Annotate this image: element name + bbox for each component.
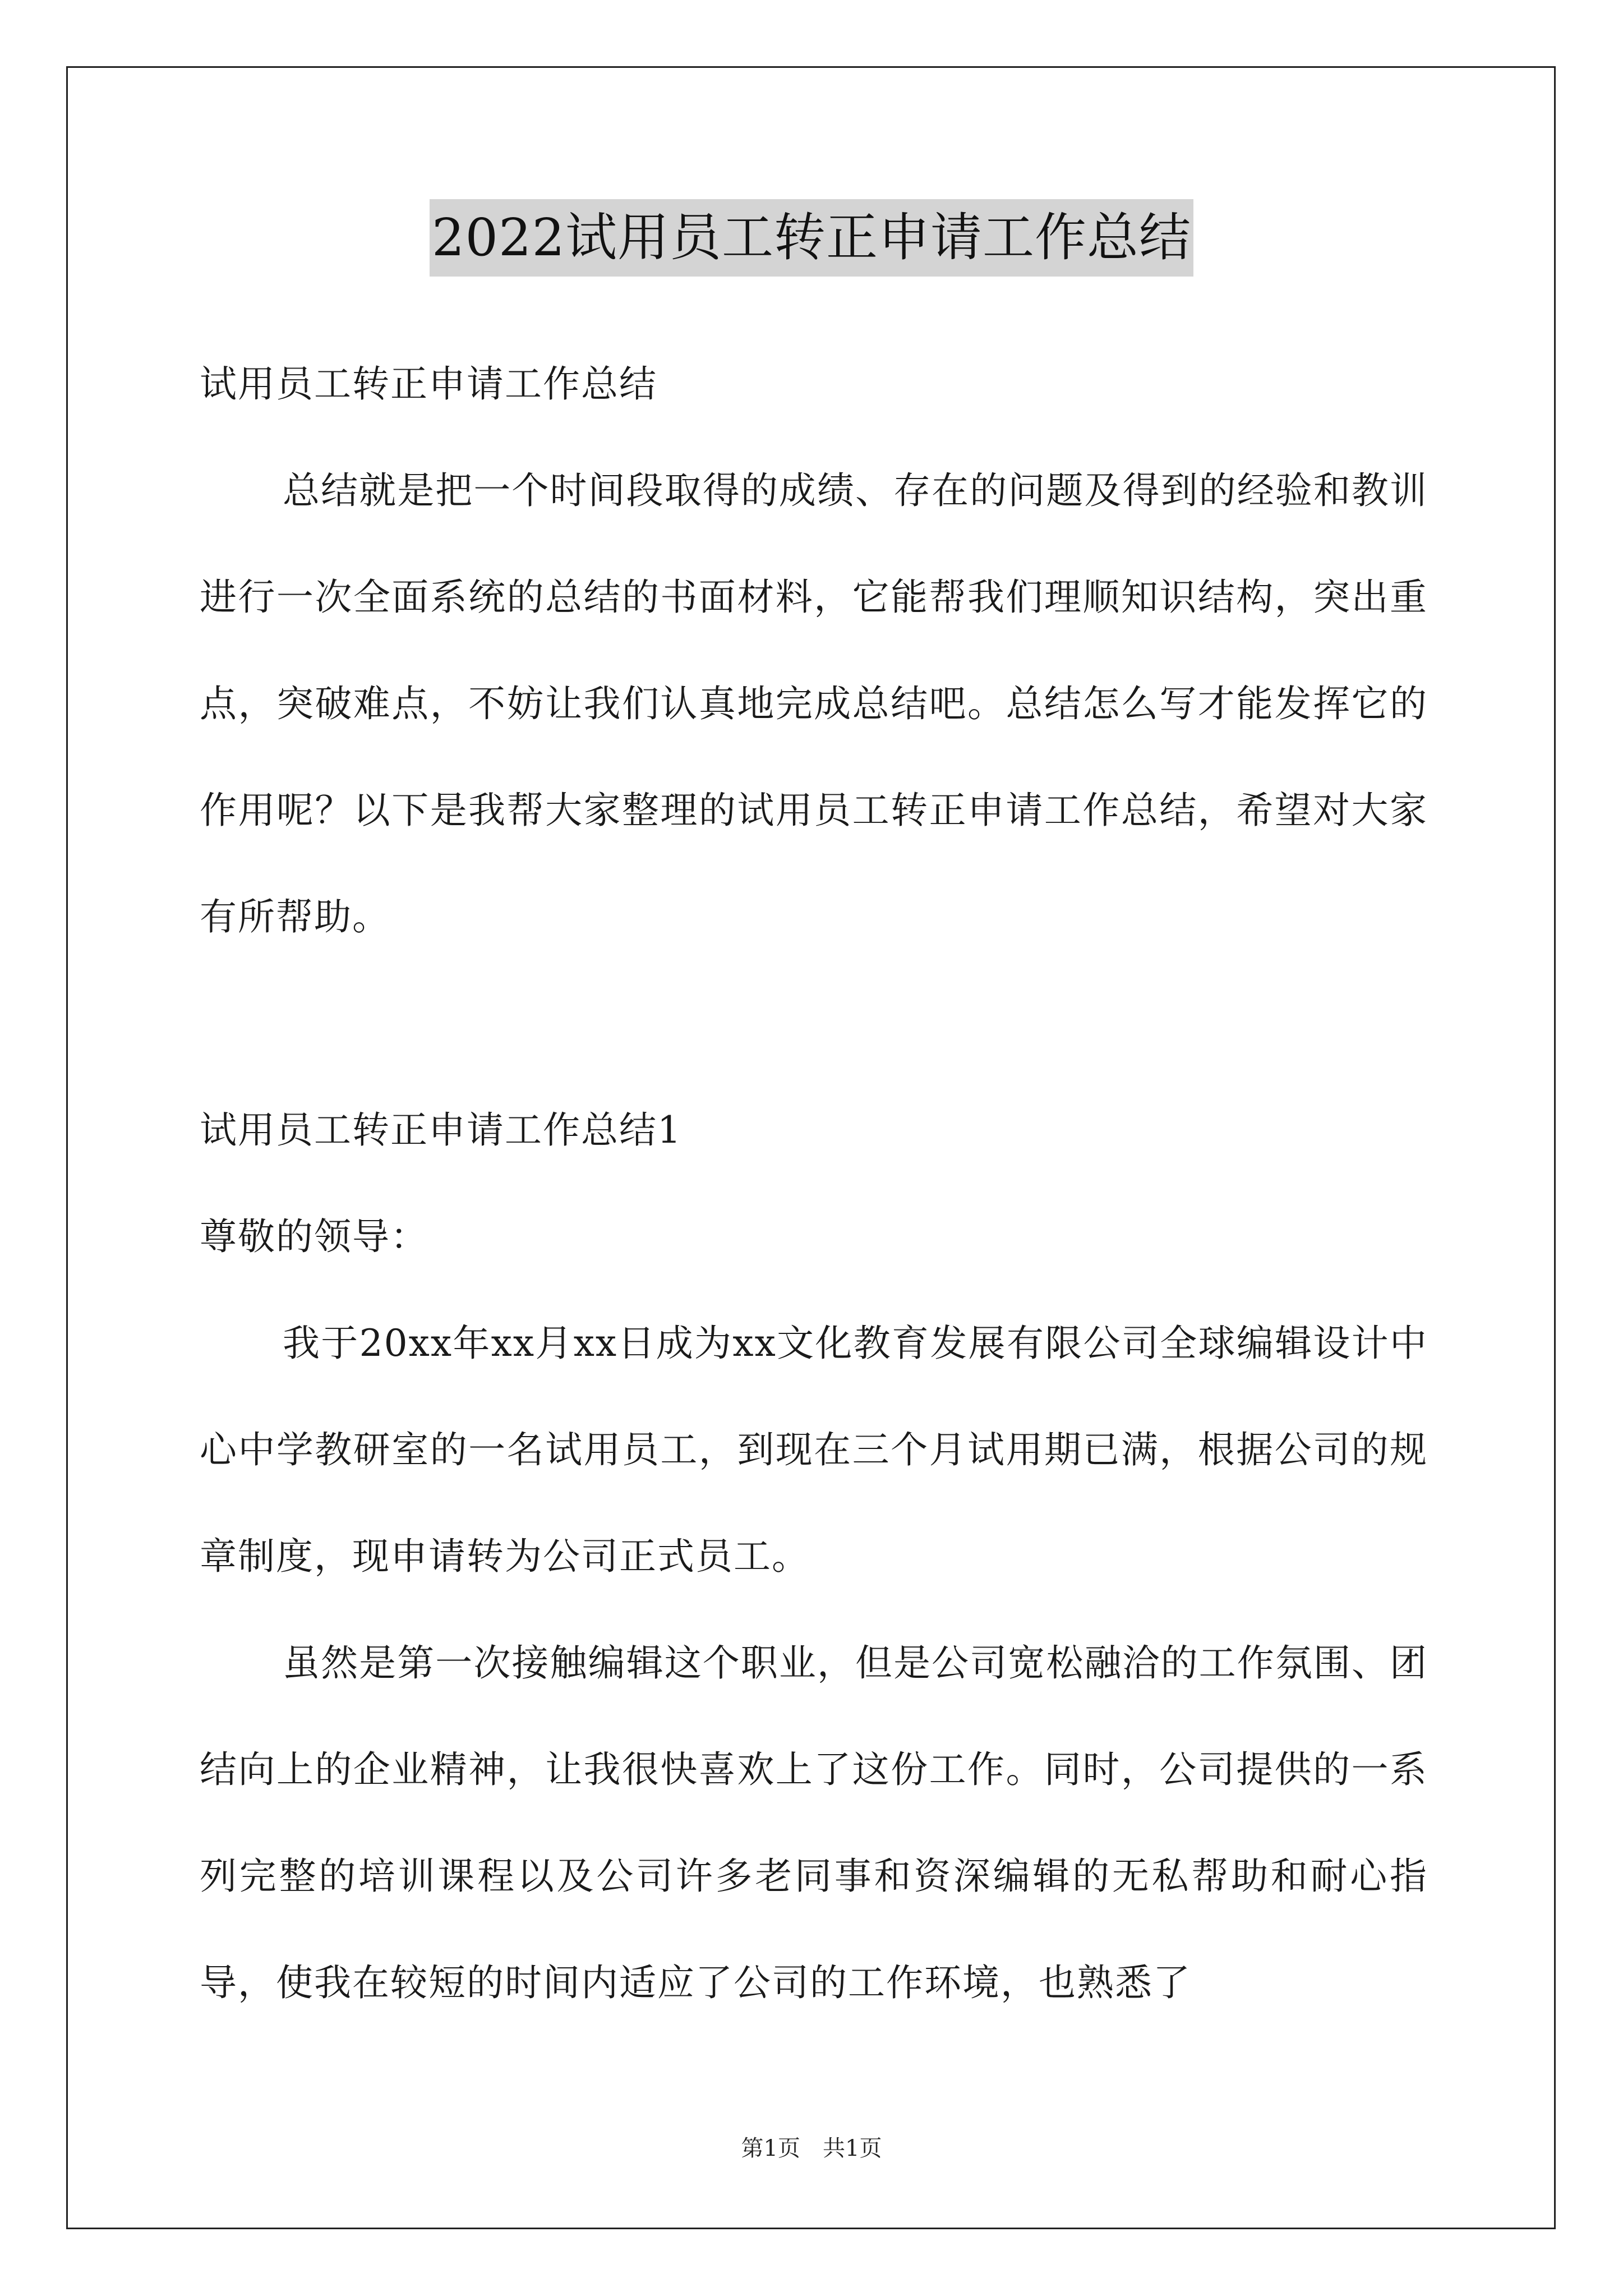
document-subtitle: 试用员工转正申请工作总结 bbox=[200, 362, 657, 406]
title-container bbox=[0, 199, 1623, 277]
document-title: 2022试用员工转正申请工作总结 bbox=[430, 199, 1193, 277]
page-number: 第1页 共1页 bbox=[741, 2136, 882, 2161]
page-footer bbox=[0, 2132, 1623, 2165]
body-paragraph-1: 我于20xx年xx月xx日成为xx文化教育发展有限公司全球编辑设计中心中学教研室的一名试用员工，到现在三个月试用期已满，根据公司的规章制度，现申请转为公司正式员工。 bbox=[200, 1322, 1428, 1578]
section-heading: 试用员工转正申请工作总结1 bbox=[200, 1108, 682, 1152]
body-paragraph-2: 虽然是第一次接触编辑这个职业，但是公司宽松融洽的工作氛围、团结向上的企业精神，让我很快喜欢上了这份工作。同时，公司提供的一系列完整的培训课程以及公司许多老同事和资深编辑的无私帮助和耐心指导，使我在较短的时间内适应了公司的工作环境，也熟悉了 bbox=[200, 1641, 1428, 2004]
document-body bbox=[200, 331, 1428, 2036]
salutation: 尊敬的领导： bbox=[200, 1215, 428, 1258]
intro-paragraph: 总结就是把一个时间段取得的成绩、存在的问题及得到的经验和教训进行一次全面系统的总结的书面材料，它能帮我们理顺知识结构，突出重点，突破难点，不妨让我们认真地完成总结吧。总结怎么写才能发挥它的作用呢？以下是我帮大家整理的试用员工转正申请工作总结，希望对大家有所帮助。 bbox=[200, 469, 1428, 938]
